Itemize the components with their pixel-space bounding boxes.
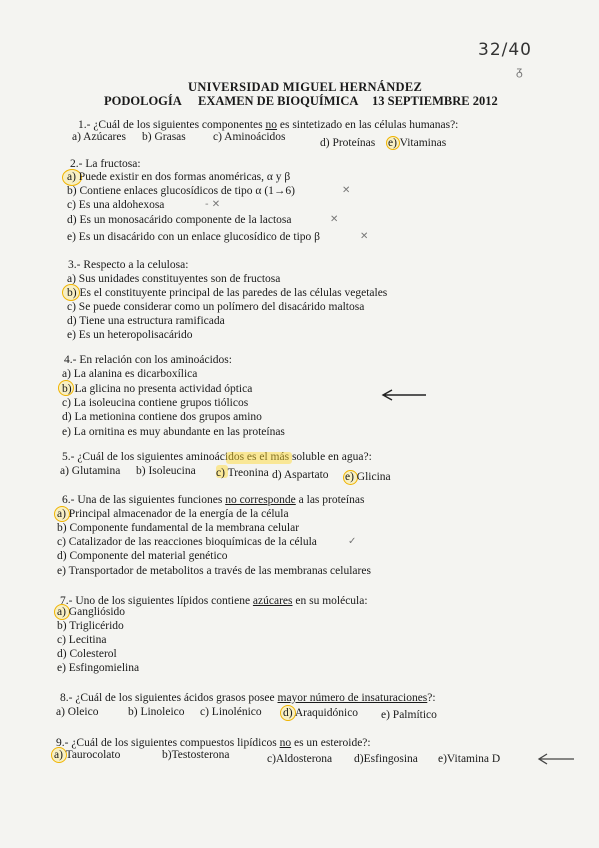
subject-title: PODOLOGÍA	[104, 94, 182, 108]
question-6-stem: 6.- Una de las siguientes funciones no corresponde a las proteínas	[62, 494, 365, 506]
q6-option-e: e) Transportador de metabolitos a través de las membranas celulares	[57, 565, 371, 577]
q5-option-a: a) Glutamina	[60, 465, 121, 477]
q8-option-d: d) Araquidónico	[283, 707, 359, 719]
q2-option-e: e) Es un disacárido con un enlace glucosídico de tipo β	[67, 231, 321, 243]
handwritten-score: 32/40	[478, 40, 532, 60]
q6-option-c: c) Catalizador de las reacciones bioquímicas de la célula	[57, 536, 317, 548]
q1-option-a: a) Azúcares	[72, 131, 126, 143]
q3-option-a: a) Sus unidades constituyentes son de fructosa	[67, 273, 281, 285]
q7-option-c: c) Lecitina	[57, 634, 107, 646]
q2-option-c: c) Es una aldohexosa	[67, 199, 165, 211]
q1-option-b: b) Grasas	[142, 131, 186, 143]
highlight	[226, 452, 292, 464]
q3-option-b: b) Es el constituyente principal de las paredes de las células vegetales	[67, 287, 388, 299]
pencil-mark: ᵹ	[516, 64, 523, 78]
university-title: UNIVERSIDAD MIGUEL HERNÁNDEZ	[188, 80, 423, 94]
q4-option-c: c) La isoleucina contiene grupos tiólicos	[62, 397, 249, 409]
q6-option-a: a) Principal almacenador de la energía de la célula	[57, 508, 289, 520]
q4-option-a: a) La alanina es dicarboxílica	[62, 368, 198, 380]
exam-title: EXAMEN DE BIOQUÍMICA	[198, 94, 359, 108]
q5-option-e: e) Glicina	[345, 471, 391, 483]
q7-option-b: b) Triglicérido	[57, 620, 124, 632]
question-7-stem: 7.- Uno de los siguientes lípidos contiene azúcares en su molécula:	[60, 595, 368, 607]
question-8-stem: 8.- ¿Cuál de los siguientes ácidos grasos posee mayor número de insaturaciones?:	[60, 692, 436, 704]
pencil-cross: ✕	[330, 214, 339, 225]
q5-option-b: b) Isoleucina	[136, 465, 196, 477]
q8-option-c: c) Linolénico	[200, 706, 262, 718]
pencil-cross: ✕	[342, 185, 351, 196]
q6-option-b: b) Componente fundamental de la membrana celular	[57, 522, 300, 534]
q2-option-a: a) Puede existir en dos formas anoméricas, α y β	[67, 171, 291, 183]
question-3-stem: 3.- Respecto a la celulosa:	[68, 259, 189, 271]
q8-option-e: e) Palmítico	[381, 709, 437, 721]
pencil-check: ✓	[348, 536, 357, 547]
q4-option-e: e) La ornitina es muy abundante en las proteínas	[62, 426, 285, 438]
q3-option-e: e) Es un heteropolisacárido	[67, 329, 193, 341]
q4-option-d: d) La metionina contiene dos grupos amino	[62, 411, 262, 423]
q5-option-c: c) Treonina	[216, 467, 269, 479]
q4-option-b: b) La glicina no presenta actividad óptica	[62, 383, 253, 395]
q3-option-c: c) Se puede considerar como un polímero del disacárido maltosa	[67, 301, 365, 313]
question-5-stem: 5.- ¿Cuál de los siguientes aminoácidos es el más soluble en agua?:	[62, 451, 372, 463]
q1-option-d: d) Proteínas	[320, 137, 376, 149]
q9-option-e: e)Vitamina D	[438, 753, 501, 765]
q9-option-b: b)Testosterona	[162, 749, 230, 761]
q7-option-e: e) Esfingomielina	[57, 662, 140, 674]
q7-option-d: d) Colesterol	[57, 648, 117, 660]
exam-date: 13 SEPTIEMBRE 2012	[372, 94, 498, 108]
q1-option-c: c) Aminoácidos	[213, 131, 286, 143]
arrow-left-icon	[536, 752, 576, 766]
question-4-stem: 4.- En relación con los aminoácidos:	[64, 354, 232, 366]
q7-option-a: a) Gangliósido	[57, 606, 126, 618]
q2-option-b: b) Contiene enlaces glucosídicos de tipo α (1→6)	[67, 185, 295, 197]
question-1-stem: 1.- ¿Cuál de los siguientes componentes no es sintetizado en las células humanas?:	[78, 119, 459, 131]
q1-option-e: e) Vitaminas	[388, 137, 447, 149]
question-2-stem: 2.- La fructosa:	[70, 158, 141, 170]
pencil-cross: - ✕	[205, 199, 221, 210]
q9-option-d: d)Esfingosina	[354, 753, 418, 765]
question-9-stem: 9.- ¿Cuál de los siguientes compuestos lipídicos no es un esteroide?:	[56, 737, 371, 749]
q2-option-d: d) Es un monosacárido componente de la lactosa	[67, 214, 292, 226]
q3-option-d: d) Tiene una estructura ramificada	[67, 315, 225, 327]
q9-option-a: a) Taurocolato	[54, 749, 121, 761]
q8-option-b: b) Linoleico	[128, 706, 185, 718]
q9-option-c: c)Aldosterona	[267, 753, 333, 765]
pencil-cross: ✕	[360, 231, 369, 242]
q5-option-d: d) Aspartato	[272, 469, 329, 481]
q6-option-d: d) Componente del material genético	[57, 550, 228, 562]
arrow-left-icon	[380, 388, 428, 402]
q8-option-a: a) Oleico	[56, 706, 99, 718]
